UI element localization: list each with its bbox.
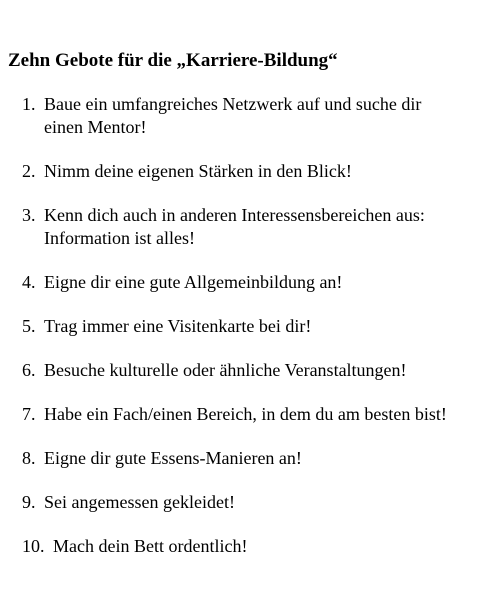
list-item — [22, 160, 492, 183]
item-number: 2. — [22, 161, 36, 181]
list-item — [22, 359, 492, 382]
list-item — [22, 93, 492, 139]
item-number: 9. — [22, 492, 36, 512]
item-text: Kenn dich auch in anderen Interessensbereichen aus: Information ist alles! — [44, 205, 425, 248]
item-number: 3. — [22, 205, 36, 225]
item-number: 4. — [22, 272, 36, 292]
item-text: Eigne dir gute Essens-Manieren an! — [44, 448, 302, 468]
list-item — [22, 447, 492, 470]
list-item — [22, 491, 492, 514]
item-text: Habe ein Fach/einen Bereich, in dem du am besten bist! — [44, 404, 447, 424]
commandments-list — [22, 93, 492, 579]
list-item — [22, 535, 492, 558]
item-text: Sei angemessen gekleidet! — [44, 492, 235, 512]
item-number: 7. — [22, 404, 36, 424]
item-number: 10. — [22, 536, 45, 556]
item-text: Mach dein Bett ordentlich! — [53, 536, 248, 556]
item-text: Trag immer eine Visitenkarte bei dir! — [44, 316, 312, 336]
list-item — [22, 271, 492, 294]
item-text: Nimm deine eigenen Stärken in den Blick! — [44, 161, 352, 181]
document-title: Zehn Gebote für die „Karriere-Bildung“ — [8, 50, 338, 71]
item-number: 1. — [22, 94, 36, 114]
list-item — [22, 315, 492, 338]
item-text: Baue ein umfangreiches Netzwerk auf und suche dir einen Mentor! — [44, 94, 422, 137]
list-item — [22, 403, 492, 426]
list-item — [22, 204, 492, 250]
item-text: Besuche kulturelle oder ähnliche Veranstaltungen! — [44, 360, 407, 380]
item-number: 6. — [22, 360, 36, 380]
item-number: 5. — [22, 316, 36, 336]
item-number: 8. — [22, 448, 36, 468]
item-text: Eigne dir eine gute Allgemeinbildung an! — [44, 272, 343, 292]
